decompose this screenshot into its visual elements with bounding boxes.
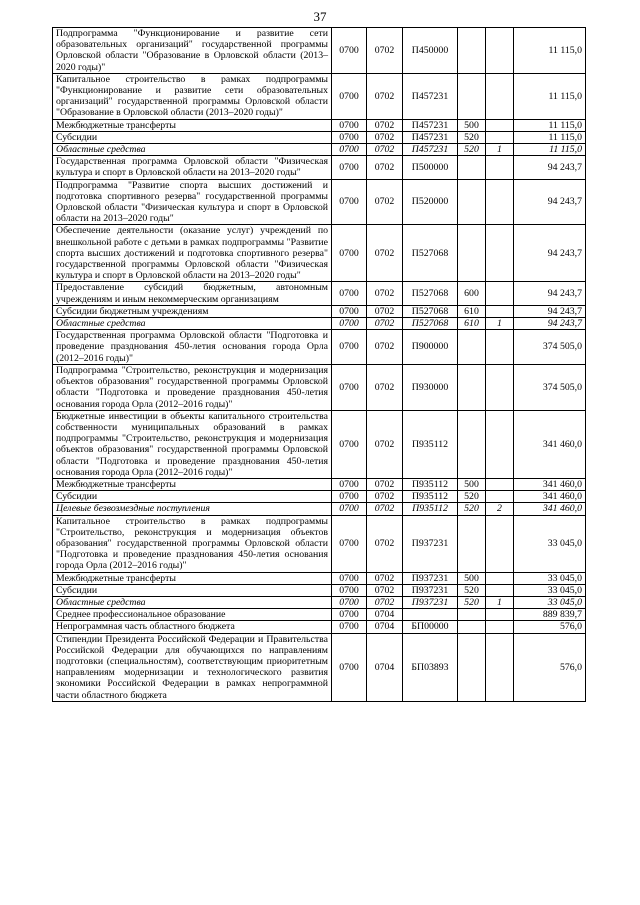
row-name: Государственная программа Орловской области "Подготовка и проведение празднования 450-летия основания города Орла (2012–2016 годы)" [53, 330, 332, 365]
target-article-code: П900000 [403, 330, 458, 365]
expense-type-code: 520 [458, 131, 486, 143]
target-article-code: П450000 [403, 28, 458, 74]
row-name: Областные средства [53, 144, 332, 156]
target-article-code: П937231 [403, 572, 458, 584]
table-row [53, 156, 586, 179]
table-row [53, 144, 586, 156]
table-row [53, 330, 586, 365]
table-row [53, 491, 586, 503]
row-name: Подпрограмма "Развитие спорта высших достижений и подготовка спортивного резерва" государственной программы Орловской области "Физическая культура и спорт в Орловской области на 2013–2020 годы" [53, 179, 332, 225]
funding-source-code [486, 364, 514, 410]
expense-type-code [458, 609, 486, 621]
amount: 33 045,0 [514, 572, 586, 584]
subsection-code: 0702 [367, 28, 403, 74]
subsection-code: 0702 [367, 131, 403, 143]
expense-type-code: 520 [458, 503, 486, 515]
expense-type-code [458, 515, 486, 572]
funding-source-code [486, 179, 514, 225]
funding-source-code [486, 156, 514, 179]
section-code: 0700 [332, 478, 367, 490]
subsection-code: 0702 [367, 305, 403, 317]
target-article-code: П527068 [403, 318, 458, 330]
amount: 374 505,0 [514, 330, 586, 365]
section-code: 0700 [332, 156, 367, 179]
table-row [53, 364, 586, 410]
target-article-code: П527068 [403, 225, 458, 282]
funding-source-code [486, 330, 514, 365]
row-name: Межбюджетные трансферты [53, 478, 332, 490]
subsection-code: 0702 [367, 179, 403, 225]
subsection-code: 0702 [367, 503, 403, 515]
page-number: 37 [313, 9, 327, 24]
target-article-code: БП03893 [403, 633, 458, 701]
row-name: Обеспечение деятельности (оказание услуг) учреждений по внешкольной работе с детьми в рамках подпрограммы "Развитие спорта высших достижений и подготовка спортивного резерва" государственной программы Орловской области "Физическая культура и спорт в Орловской области на 2013–2020 годы" [53, 225, 332, 282]
row-name: Капитальное строительство в рамках подпрограммы "Строительство, реконструкция и модернизация объектов образования" государственной программы Орловской области "Подготовка и проведение празднования 450-летия основания города Орла (2012–2016 годы)" [53, 515, 332, 572]
funding-source-code [486, 119, 514, 131]
row-name: Непрограммная часть областного бюджета [53, 621, 332, 633]
target-article-code: П935112 [403, 410, 458, 478]
target-article-code: БП00000 [403, 621, 458, 633]
table-row [53, 28, 586, 74]
target-article-code: П937231 [403, 584, 458, 596]
row-name: Областные средства [53, 596, 332, 608]
section-code: 0700 [332, 584, 367, 596]
budget-table [52, 27, 586, 702]
subsection-code: 0704 [367, 621, 403, 633]
funding-source-code [486, 633, 514, 701]
section-code: 0700 [332, 179, 367, 225]
row-name: Субсидии [53, 491, 332, 503]
section-code: 0700 [332, 131, 367, 143]
amount: 576,0 [514, 633, 586, 701]
subsection-code: 0702 [367, 478, 403, 490]
funding-source-code [486, 621, 514, 633]
subsection-code: 0702 [367, 596, 403, 608]
target-article-code: П500000 [403, 156, 458, 179]
row-name: Предоставление субсидий бюджетным, автономным учреждениям и иным некоммерческим организациям [53, 282, 332, 305]
table-row [53, 584, 586, 596]
amount: 374 505,0 [514, 364, 586, 410]
row-name: Субсидии [53, 584, 332, 596]
expense-type-code [458, 28, 486, 74]
subsection-code: 0702 [367, 119, 403, 131]
table-row [53, 478, 586, 490]
expense-type-code: 610 [458, 305, 486, 317]
amount: 94 243,7 [514, 225, 586, 282]
target-article-code: П527068 [403, 282, 458, 305]
amount: 33 045,0 [514, 584, 586, 596]
expense-type-code: 520 [458, 491, 486, 503]
subsection-code: 0702 [367, 364, 403, 410]
row-name: Субсидии бюджетным учреждениям [53, 305, 332, 317]
funding-source-code [486, 282, 514, 305]
table-row [53, 596, 586, 608]
expense-type-code: 520 [458, 596, 486, 608]
expense-type-code: 500 [458, 572, 486, 584]
section-code: 0700 [332, 318, 367, 330]
expense-type-code: 500 [458, 478, 486, 490]
funding-source-code [486, 305, 514, 317]
subsection-code: 0702 [367, 318, 403, 330]
subsection-code: 0702 [367, 410, 403, 478]
target-article-code [403, 609, 458, 621]
table-row [53, 633, 586, 701]
table-row [53, 609, 586, 621]
row-name: Государственная программа Орловской области "Физическая культура и спорт в Орловской области на 2013–2020 годы" [53, 156, 332, 179]
table-row [53, 305, 586, 317]
row-name: Межбюджетные трансферты [53, 572, 332, 584]
funding-source-code [486, 478, 514, 490]
amount: 341 460,0 [514, 410, 586, 478]
table-row [53, 131, 586, 143]
amount: 33 045,0 [514, 596, 586, 608]
target-article-code: П457231 [403, 119, 458, 131]
subsection-code: 0702 [367, 584, 403, 596]
row-name: Подпрограмма "Функционирование и развитие сети образовательных организаций" государственной программы Орловской области "Образование в Орловской области (2013–2020 годы)" [53, 28, 332, 74]
table-row [53, 73, 586, 119]
section-code: 0700 [332, 621, 367, 633]
table-row [53, 572, 586, 584]
amount: 11 115,0 [514, 28, 586, 74]
funding-source-code [486, 28, 514, 74]
amount: 11 115,0 [514, 73, 586, 119]
amount: 94 243,7 [514, 156, 586, 179]
expense-type-code: 600 [458, 282, 486, 305]
section-code: 0700 [332, 572, 367, 584]
funding-source-code [486, 515, 514, 572]
amount: 341 460,0 [514, 503, 586, 515]
target-article-code: П520000 [403, 179, 458, 225]
amount: 94 243,7 [514, 318, 586, 330]
subsection-code: 0702 [367, 491, 403, 503]
expense-type-code [458, 225, 486, 282]
table-row [53, 410, 586, 478]
row-name: Межбюджетные трансферты [53, 119, 332, 131]
subsection-code: 0702 [367, 572, 403, 584]
section-code: 0700 [332, 515, 367, 572]
expense-type-code [458, 156, 486, 179]
section-code: 0700 [332, 364, 367, 410]
expense-type-code: 500 [458, 119, 486, 131]
target-article-code: П457231 [403, 73, 458, 119]
amount: 11 115,0 [514, 119, 586, 131]
target-article-code: П937231 [403, 515, 458, 572]
table-row [53, 503, 586, 515]
funding-source-code [486, 410, 514, 478]
funding-source-code [486, 609, 514, 621]
row-name: Стипендии Президента Российской Федерации и Правительства Российской Федерации для обучающихся по направлениям подготовки (специальностям), соответствующим приоритетным направлениям модернизации и технологического развития экономики Российской Федерации в рамках непрограммной части областного бюджета [53, 633, 332, 701]
expense-type-code: 520 [458, 584, 486, 596]
amount: 94 243,7 [514, 305, 586, 317]
row-name: Капитальное строительство в рамках подпрограммы "Функционирование и развитие сети образовательных организаций" государственной программы Орловской области "Образование в Орловской области (2013–2020 годы)" [53, 73, 332, 119]
expense-type-code [458, 73, 486, 119]
funding-source-code [486, 572, 514, 584]
row-name: Бюджетные инвестиции в объекты капитального строительства собственности муниципальных образований в рамках подпрограммы "Строительство, реконструкция и модернизация объектов образования" государственной программы Орловской области "Подготовка и проведение празднования 450-летия основания города Орла (2012–2016 годы)" [53, 410, 332, 478]
expense-type-code: 520 [458, 144, 486, 156]
amount: 889 839,7 [514, 609, 586, 621]
expense-type-code [458, 633, 486, 701]
section-code: 0700 [332, 144, 367, 156]
expense-type-code: 610 [458, 318, 486, 330]
funding-source-code: 1 [486, 596, 514, 608]
section-code: 0700 [332, 330, 367, 365]
row-name: Областные средства [53, 318, 332, 330]
funding-source-code: 1 [486, 144, 514, 156]
amount: 94 243,7 [514, 179, 586, 225]
section-code: 0700 [332, 282, 367, 305]
section-code: 0700 [332, 410, 367, 478]
funding-source-code: 1 [486, 318, 514, 330]
amount: 11 115,0 [514, 144, 586, 156]
funding-source-code [486, 73, 514, 119]
section-code: 0700 [332, 491, 367, 503]
table-row [53, 282, 586, 305]
amount: 33 045,0 [514, 515, 586, 572]
table-row [53, 179, 586, 225]
row-name: Целевые безвозмездные поступления [53, 503, 332, 515]
subsection-code: 0702 [367, 156, 403, 179]
amount: 341 460,0 [514, 491, 586, 503]
section-code: 0700 [332, 633, 367, 701]
amount: 11 115,0 [514, 131, 586, 143]
funding-source-code [486, 584, 514, 596]
table-row [53, 225, 586, 282]
target-article-code: П527068 [403, 305, 458, 317]
section-code: 0700 [332, 119, 367, 131]
row-name: Подпрограмма "Строительство, реконструкция и модернизация объектов образования" государственной программы Орловской области "Подготовка и проведение празднования 450-летия основания города Орла (2012–2016 годы)" [53, 364, 332, 410]
target-article-code: П457231 [403, 144, 458, 156]
amount: 576,0 [514, 621, 586, 633]
section-code: 0700 [332, 305, 367, 317]
table-row [53, 515, 586, 572]
subsection-code: 0702 [367, 144, 403, 156]
table-row [53, 621, 586, 633]
funding-source-code [486, 491, 514, 503]
row-name: Субсидии [53, 131, 332, 143]
subsection-code: 0702 [367, 73, 403, 119]
amount: 341 460,0 [514, 478, 586, 490]
subsection-code: 0702 [367, 225, 403, 282]
table-row [53, 119, 586, 131]
expense-type-code [458, 330, 486, 365]
funding-source-code [486, 225, 514, 282]
section-code: 0700 [332, 503, 367, 515]
expense-type-code [458, 364, 486, 410]
subsection-code: 0702 [367, 330, 403, 365]
target-article-code: П935112 [403, 478, 458, 490]
target-article-code: П457231 [403, 131, 458, 143]
expense-type-code [458, 410, 486, 478]
target-article-code: П935112 [403, 491, 458, 503]
section-code: 0700 [332, 596, 367, 608]
subsection-code: 0704 [367, 633, 403, 701]
target-article-code: П930000 [403, 364, 458, 410]
expense-type-code [458, 179, 486, 225]
subsection-code: 0702 [367, 282, 403, 305]
funding-source-code: 2 [486, 503, 514, 515]
target-article-code: П937231 [403, 596, 458, 608]
subsection-code: 0702 [367, 515, 403, 572]
section-code: 0700 [332, 225, 367, 282]
subsection-code: 0704 [367, 609, 403, 621]
funding-source-code [486, 131, 514, 143]
section-code: 0700 [332, 609, 367, 621]
section-code: 0700 [332, 28, 367, 74]
section-code: 0700 [332, 73, 367, 119]
row-name: Среднее профессиональное образование [53, 609, 332, 621]
target-article-code: П935112 [403, 503, 458, 515]
expense-type-code [458, 621, 486, 633]
amount: 94 243,7 [514, 282, 586, 305]
table-row [53, 318, 586, 330]
